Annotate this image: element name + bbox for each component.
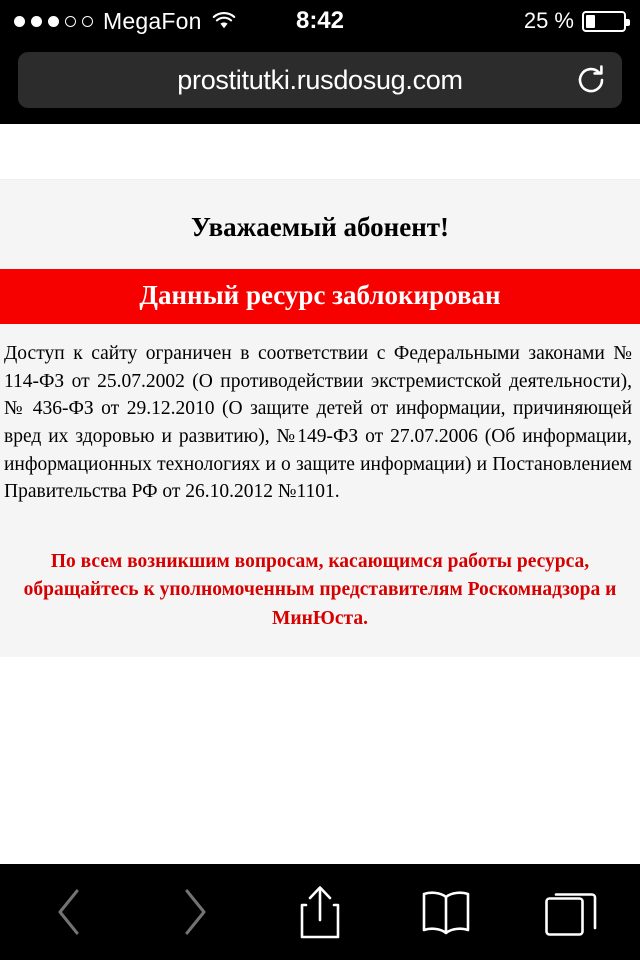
battery-percent-label: 25 % [523,8,574,33]
url-input[interactable]: prostitutki.rusdosug.com [177,64,463,95]
reload-icon[interactable] [574,63,608,97]
book-icon [420,888,472,936]
signal-dot-3 [48,16,59,27]
signal-dot-5 [82,16,93,27]
block-notice-panel [0,179,640,657]
page-bottom-blank [0,657,640,864]
clock-label: 8:42 [295,7,345,34]
address-bar[interactable] [18,52,622,108]
wifi-icon [212,12,236,30]
contact-text: По всем возникшим вопросам, касающимся работы ресурса, обращайтесь к уполномоченным представителям Роскомнадзора и МинЮста. [23,551,617,629]
bookmarks-button[interactable] [407,879,485,945]
status-bar [0,0,640,42]
browser-toolbar-top [0,42,640,124]
status-right-group [524,8,626,34]
signal-dot-2 [31,16,42,27]
signal-dot-1 [14,16,25,27]
tabs-icon [544,886,598,938]
forward-button[interactable] [156,879,234,945]
page-title: Уважаемый абонент! [190,212,450,242]
signal-strength-indicator [14,16,93,27]
battery-icon [582,11,626,32]
signal-dot-4 [65,16,76,27]
page-top-spacer [0,124,640,179]
chevron-left-icon [54,887,84,937]
browser-toolbar-bottom [0,864,640,960]
share-button[interactable] [281,879,359,945]
tabs-button[interactable] [532,879,610,945]
share-icon [297,884,343,940]
legal-text: Доступ к сайту ограничен в соответствии с Федеральными законами № 114-ФЗ от 25.07.2002 (О противодействии экстремистской деятельности), № 436-ФЗ от 29.12.2010 (О защите детей от информации, причиняющей вред их здоровью и развитию), №149-ФЗ от 27.07.2006 (Об информации, информационных технологиях и о защите информации) и Постановлением Правительства РФ от 26.10.2012 №1101. [4,343,632,503]
chevron-right-icon [180,887,210,937]
carrier-label: MegaFon [103,7,202,34]
web-page-content [0,124,640,864]
status-badge: Данный ресурс заблокирован [0,269,640,324]
back-button[interactable] [30,879,108,945]
